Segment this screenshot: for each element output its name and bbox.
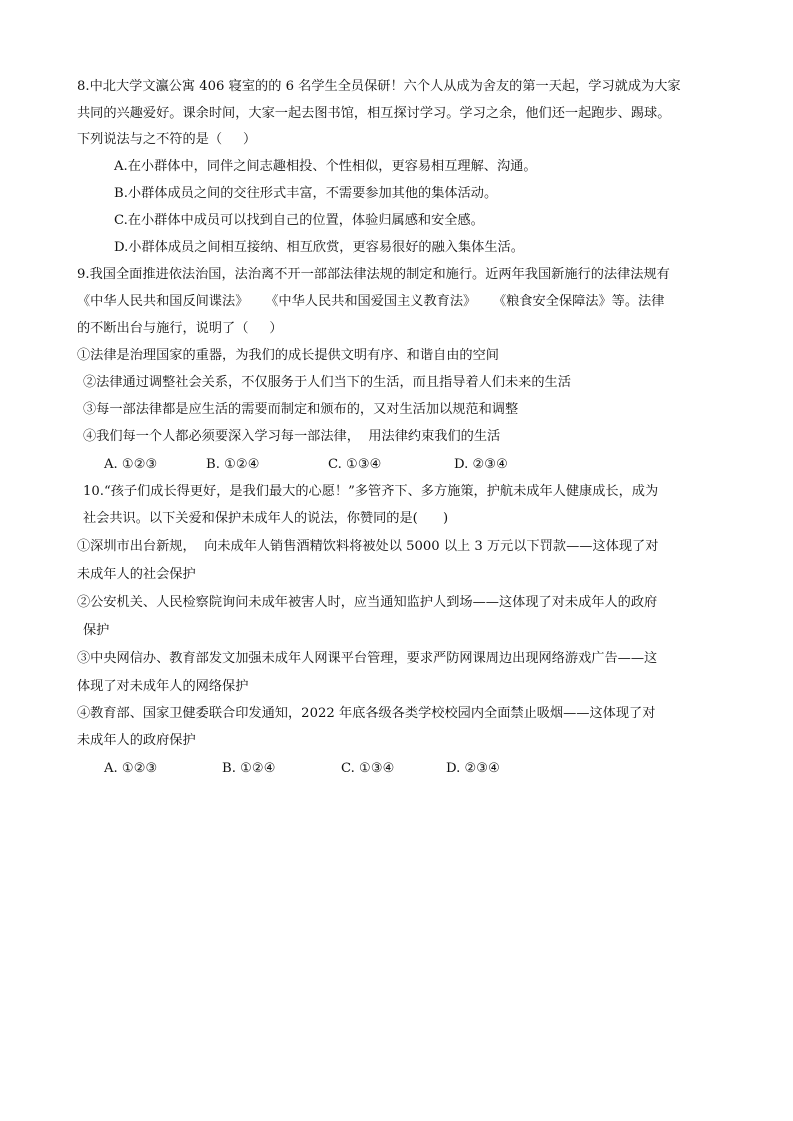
question-10-stem-line-2: 社会共识。以下关爱和保护未成年人的说法，你赞同的是( ) [83, 511, 449, 526]
question-10-choice-c: C. ①③④ [341, 761, 395, 776]
question-10-statement-4: ④教育部、国家卫健委联合印发通知，2022 年底各级各类学校校园内全面禁止吸烟——这体现了对 [77, 706, 656, 721]
question-9-choice-d: D. ②③④ [454, 457, 508, 472]
question-10-stem-line-1: 10.“孩子们成长得更好，是我们最大的心愿！”多管齐下、多方施策，护航未成年人健康成长，成为 [83, 484, 659, 499]
question-9-stem-line-1: 9.我国全面推进依法治国，法治离不开一部部法律法规的制定和施行。近两年我国新施行的法律法规有 [77, 267, 670, 282]
question-10-statement-2: ②公安机关、人民检察院询问未成年被害人时，应当通知监护人到场——这体现了对未成年人的政府 [77, 595, 658, 610]
question-10-choice-d: D. ②③④ [446, 761, 500, 776]
question-9-stem-line-2: 《中华人民共和国反间谍法》 《中华人民共和国爱国主义教育法》 《粮食安全保障法》等。法律 [77, 294, 665, 309]
question-10-statement-3: ③中央网信办、教育部发文加强未成年人网课平台管理，要求严防网课周边出现网络游戏广告——这 [77, 651, 658, 666]
question-9-statement-3: ③每一部法律都是应生活的需要而制定和颁布的，又对生活加以规范和调整 [83, 402, 519, 417]
question-9-stem-line-3: 的不断出台与施行，说明了（ ） [77, 321, 283, 336]
question-8-option-b: B.小群体成员之间的交往形式丰富，不需要参加其他的集体活动。 [114, 186, 498, 201]
question-9-statement-2: ②法律通过调整社会关系，不仅服务于人们当下的生活，而且指导着人们未来的生活 [83, 375, 571, 390]
question-10-statement-2-cont: 保护 [83, 623, 110, 638]
question-9-statement-4: ④我们每一个人都必须要深入学习每一部法律， 用法律约束我们的生活 [83, 429, 501, 444]
question-9-choice-c: C. ①③④ [328, 457, 382, 472]
question-8-stem-line-1: 8.中北大学文瀛公寓 406 寝室的的 6 名学生全员保研！六个人从成为舍友的第一天起，学习就成为大家 [77, 79, 681, 94]
question-8-stem-line-3: 下列说法与之不符的是（ ） [77, 132, 257, 147]
question-10-statement-1: ①深圳市出台新规， 向未成年人销售酒精饮料将被处以 5000 以上 3 万元以下罚款——这体现了对 [77, 539, 659, 554]
question-8-option-d: D.小群体成员之间相互接纳、相互欣赏，更容易很好的融入集体生活。 [114, 240, 524, 255]
question-8-option-c: C.在小群体中成员可以找到自己的位置，体验归属感和安全感。 [114, 213, 484, 228]
question-9-choice-a: A. ①②③ [104, 457, 158, 472]
question-9-statement-1: ①法律是治理国家的重器，为我们的成长提供文明有序、和谐自由的空间 [77, 348, 499, 363]
question-10-statement-1-cont: 未成年人的社会保护 [77, 567, 196, 582]
question-10-statement-3-cont: 体现了对未成年人的网络保护 [77, 679, 249, 694]
question-10-choice-b: B. ①②④ [222, 761, 276, 776]
question-8-stem-line-2: 共同的兴趣爱好。课余时间，大家一起去图书馆，相互探讨学习。学习之余，他们还一起跑步、踢球。 [77, 106, 671, 121]
question-10-choice-a: A. ①②③ [104, 761, 158, 776]
question-10-statement-4-cont: 未成年人的政府保护 [77, 733, 196, 748]
question-8-option-a: A.在小群体中，同伴之间志趣相投、个性相似，更容易相互理解、沟通。 [114, 159, 537, 174]
question-9-choice-b: B. ①②④ [206, 457, 260, 472]
